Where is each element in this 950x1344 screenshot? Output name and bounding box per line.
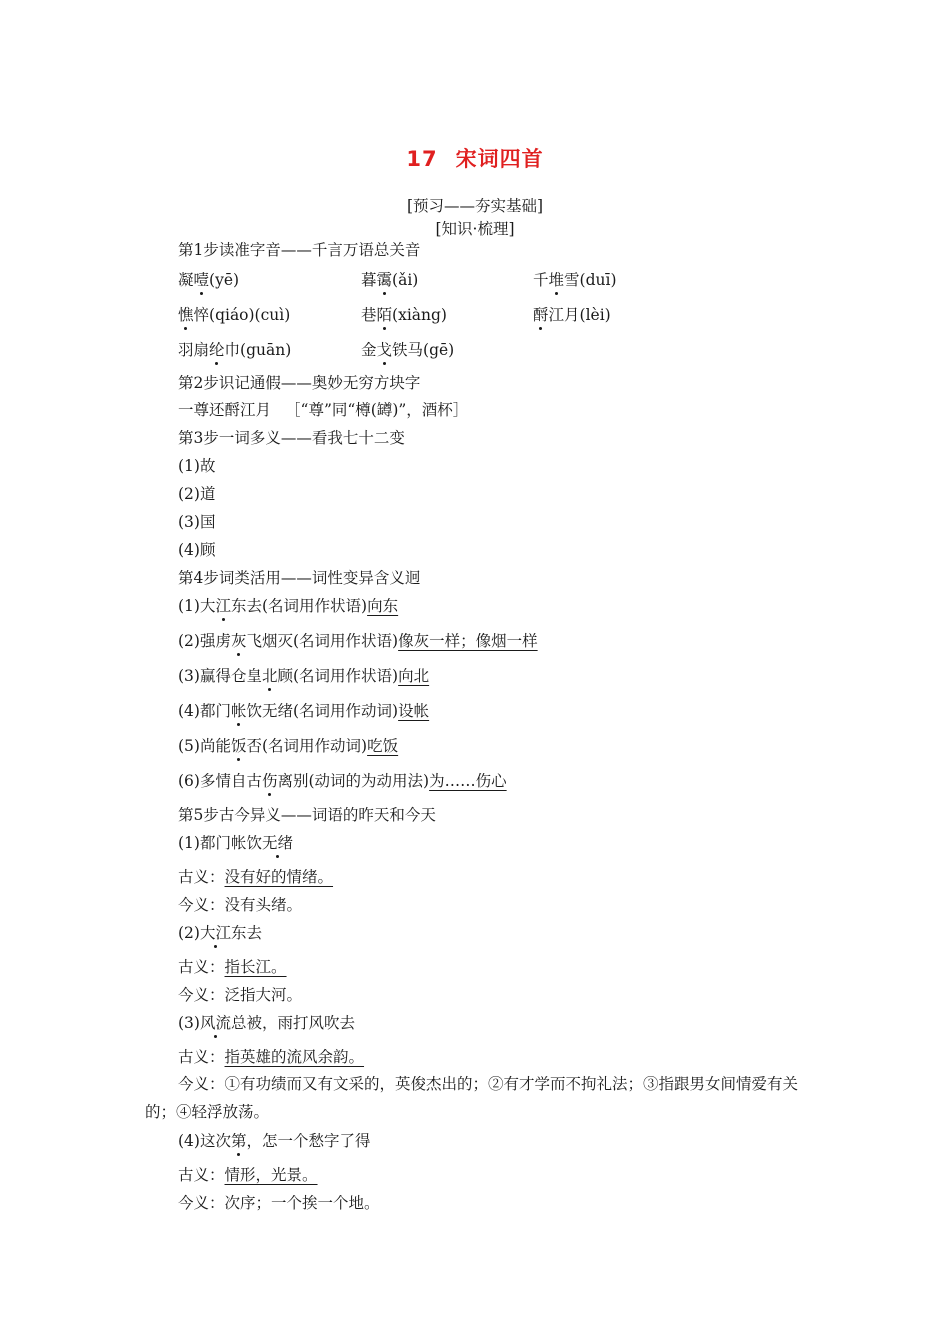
tongjia-item: 一尊还酹江月 ［“尊”同“樽(罇)”，酒杯］ [178, 401, 469, 419]
answer-text: 像灰一样；像烟一样 [398, 632, 538, 650]
pronunciation-item: 巷陌(xiàng) [361, 306, 447, 324]
answer-text: 没有好的情绪。 [224, 868, 334, 886]
word-class-item: (5)尚能饭否(名词用作动词)吃饭 [178, 737, 399, 755]
ancient-modern-item: (2)大江东去 [178, 924, 262, 942]
ancient-modern-item: (4)这次第，怎一个愁字了得 [178, 1132, 371, 1150]
ancient-modern-item: (3)风流总被，雨打风吹去 [178, 1014, 355, 1032]
pronunciation-item: 暮霭(ǎi) [361, 271, 419, 289]
modern-meaning: 今义：次序；一个挨一个地。 [178, 1194, 380, 1212]
ancient-meaning: 古义：没有好的情绪。 [178, 868, 334, 886]
word-class-item: (3)赢得仓皇北顾(名词用作状语)向北 [178, 667, 430, 685]
subsection-heading: [知识·梳理] [435, 220, 515, 238]
word-class-item: (1)大江东去(名词用作状语)向东 [178, 597, 399, 615]
pronunciation-item: 千堆雪(duī) [533, 271, 617, 289]
word-class-item: (2)强虏灰飞烟灭(名词用作状语)像灰一样；像烟一样 [178, 632, 538, 650]
answer-text: 为……伤心 [429, 772, 507, 790]
step5-heading: 第5步古今异义——词语的昨天和今天 [178, 806, 436, 824]
modern-meaning: 今义：没有头绪。 [178, 896, 303, 914]
pronunciation-item: 憔悴(qiáo)(cuì) [178, 306, 291, 324]
polysemy-item: (2)道 [178, 485, 216, 503]
answer-text: 向东 [367, 597, 399, 615]
lesson-number: 17 [406, 147, 438, 171]
section-heading: [预习——夯实基础] [406, 197, 544, 215]
ancient-meaning: 古义：指长江。 [178, 958, 287, 976]
answer-text: 向北 [398, 667, 430, 685]
polysemy-item: (1)故 [178, 457, 216, 475]
polysemy-item: (4)顾 [178, 541, 216, 559]
modern-meaning: 今义：泛指大河。 [178, 986, 303, 1004]
step1-heading: 第1步读准字音——千言万语总关音 [178, 241, 421, 259]
lesson-title: 宋词四首 [455, 147, 544, 171]
word-class-item: (6)多情自古伤离别(动词的为动用法)为……伤心 [178, 772, 507, 790]
answer-text: 吃饭 [367, 737, 399, 755]
step3-heading: 第3步一词多义——看我七十二变 [178, 429, 405, 447]
pronunciation-item: 羽扇纶巾(guān) [178, 341, 292, 359]
answer-text: 情形，光景。 [224, 1166, 318, 1184]
answer-text: 设帐 [398, 702, 430, 720]
pronunciation-item: 金戈铁马(gē) [361, 341, 455, 359]
pronunciation-item: 酹江月(lèi) [533, 306, 611, 324]
page-title [0, 143, 950, 173]
step4-heading: 第4步词类活用——词性变异含义迥 [178, 569, 421, 587]
modern-meaning: 今义：①有功绩而又有文采的，英俊杰出的；②有才学而不拘礼法；③指跟男女间情爱有关的；④轻浮放荡。 [145, 1075, 799, 1121]
word-class-item: (4)都门帐饮无绪(名词用作动词)设帐 [178, 702, 430, 720]
ancient-modern-item: (1)都门帐饮无绪 [178, 834, 293, 852]
ancient-meaning: 古义：情形，光景。 [178, 1166, 318, 1184]
polysemy-item: (3)国 [178, 513, 216, 531]
ancient-meaning: 古义：指英雄的流风余韵。 [178, 1048, 365, 1066]
answer-text: 指长江。 [224, 958, 287, 976]
pronunciation-item: 凝噎(yē) [178, 271, 240, 289]
answer-text: 指英雄的流风余韵。 [224, 1048, 365, 1066]
step2-heading: 第2步识记通假——奥妙无穷方块字 [178, 374, 421, 392]
